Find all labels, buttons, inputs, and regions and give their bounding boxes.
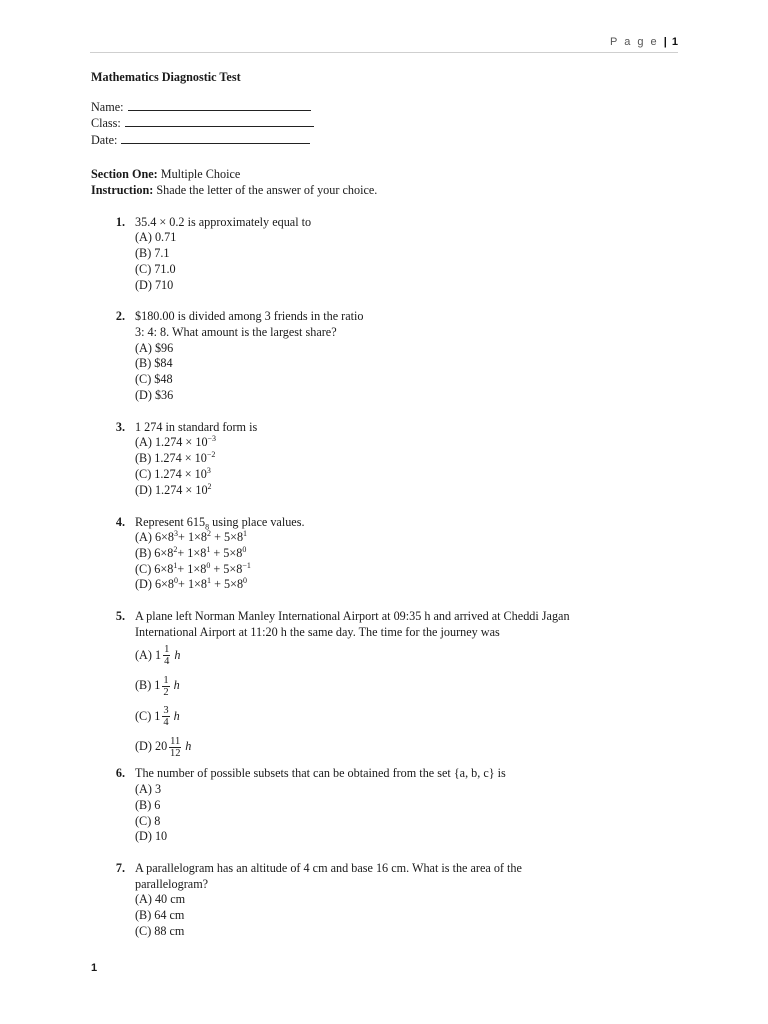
question-text-pre: Represent 615 [135, 514, 206, 529]
option-c[interactable]: (C) $48 [135, 372, 173, 387]
question-number: 7. [115, 861, 125, 876]
option-c[interactable] [135, 562, 691, 578]
question-6 [91, 766, 691, 845]
option-b[interactable]: (B) $84 [135, 356, 173, 371]
class-field[interactable] [91, 115, 691, 132]
option-label: (D) [135, 739, 152, 754]
denominator: 2 [163, 686, 169, 698]
option-b[interactable]: (B) 7.1 [135, 245, 170, 260]
option-b[interactable] [135, 451, 691, 467]
question-text-line2: 3: 4: 8. What amount is the largest share? [135, 324, 337, 339]
option-c[interactable]: (C) 8 [135, 813, 161, 828]
term: + 5×8 [210, 561, 243, 576]
whole-number: 1 [154, 678, 161, 693]
unit: h [185, 739, 192, 754]
exponent: −3 [207, 434, 217, 444]
exponent: 3 [206, 465, 211, 475]
fraction [162, 705, 169, 728]
document-body [91, 70, 691, 940]
option-c[interactable] [135, 467, 691, 483]
option-d[interactable] [135, 732, 691, 763]
base-subscript: 8 [205, 521, 210, 531]
fraction [169, 736, 181, 759]
option-d[interactable]: (D) 710 [135, 277, 174, 292]
unit: h [173, 708, 180, 723]
exponent: 1 [173, 560, 178, 570]
section-value: Multiple Choice [160, 167, 241, 182]
option-a[interactable]: (A) 40 cm [135, 892, 186, 907]
option-c[interactable]: (C) 71.0 [135, 261, 176, 276]
document-title: Mathematics Diagnostic Test [91, 70, 241, 84]
option-text: (B) 1.274 × 10 [135, 451, 207, 466]
numerator: 1 [164, 644, 170, 656]
exponent: 1 [206, 544, 211, 554]
question-text-line1: A plane left Norman Manley International Airport at 09:35 h and arrived at Cheddi Jagan [135, 609, 570, 624]
fraction [163, 644, 170, 667]
numerator: 11 [170, 735, 181, 747]
date-blank[interactable] [121, 132, 310, 144]
instruction [91, 183, 691, 199]
question-text-line2: parallelogram? [135, 876, 209, 891]
exponent: 2 [173, 544, 178, 554]
option-b[interactable]: (B) 6 [135, 797, 161, 812]
question-number: 3. [115, 419, 125, 434]
exponent: 1 [243, 529, 248, 539]
whole-number: 1 [154, 647, 162, 662]
denominator: 4 [164, 656, 170, 668]
option-label: (C) [135, 708, 152, 723]
page-number: 1 [671, 36, 678, 48]
question-number: 4. [115, 514, 125, 529]
option-d[interactable]: (D) 10 [135, 829, 168, 844]
footer-page-number: 1 [91, 962, 98, 974]
name-blank[interactable] [128, 99, 311, 111]
question-text: The number of possible subsets that can be obtained from the set {a, b, c} is [135, 766, 506, 781]
exponent: 0 [174, 576, 179, 586]
question-text [135, 515, 691, 531]
whole-number: 1 [154, 708, 161, 723]
term: (C) 6×8 [135, 561, 174, 576]
question-1 [91, 215, 691, 294]
exponent: 1 [207, 576, 212, 586]
fraction [162, 675, 169, 698]
exponent: 0 [242, 544, 247, 554]
term: (D) 6×8 [135, 577, 175, 592]
question-7 [91, 861, 691, 940]
term: + 5×8 [211, 577, 244, 592]
numerator: 1 [163, 674, 169, 686]
term: + 5×8 [210, 545, 243, 560]
question-5 [91, 609, 691, 762]
question-3 [91, 420, 691, 499]
option-a[interactable]: (A) 3 [135, 782, 162, 797]
term: + 1×8 [177, 545, 207, 560]
option-d[interactable]: (D) $36 [135, 387, 174, 402]
page-separator: | [663, 36, 667, 48]
page-header [610, 36, 678, 48]
term: + 5×8 [211, 530, 244, 545]
question-text: 1 274 in standard form is [135, 419, 258, 434]
exponent: −1 [242, 560, 251, 570]
option-a[interactable]: (A) $96 [135, 340, 174, 355]
question-text: 35.4 × 0.2 is approximately equal to [135, 214, 312, 229]
exponent: 2 [207, 481, 212, 491]
whole-number: 20 [154, 739, 168, 754]
numerator: 3 [163, 705, 169, 717]
question-number: 2. [115, 309, 125, 324]
option-text: (C) 1.274 × 10 [135, 466, 207, 481]
option-a[interactable]: (A) 0.71 [135, 230, 177, 245]
option-label: (A) [135, 647, 152, 662]
exponent: −2 [206, 450, 216, 460]
option-d[interactable] [135, 577, 691, 593]
option-a[interactable] [135, 640, 691, 671]
question-text-post: using place values. [209, 514, 305, 529]
unit: h [173, 678, 180, 693]
option-a[interactable] [135, 435, 691, 451]
page-word: P a g e [610, 36, 659, 48]
exponent: 3 [174, 529, 179, 539]
class-label: Class: [91, 116, 121, 131]
section-label: Section One: [91, 167, 158, 182]
term: + 1×8 [178, 530, 208, 545]
option-label: (B) [135, 678, 152, 693]
instruction-text: Shade the letter of the answer of your choice. [156, 182, 378, 197]
term: (A) 6×8 [135, 530, 175, 545]
unit: h [174, 647, 181, 662]
section-heading [91, 167, 691, 183]
term: (B) 6×8 [135, 545, 174, 560]
student-fields [91, 99, 691, 149]
question-number: 1. [115, 214, 125, 229]
option-text: (D) 1.274 × 10 [135, 482, 208, 497]
header-rule [90, 52, 678, 53]
date-field[interactable] [91, 132, 691, 149]
term: + 1×8 [178, 577, 208, 592]
term: + 1×8 [177, 561, 207, 576]
option-text: (A) 1.274 × 10 [135, 435, 208, 450]
question-text-line1: $180.00 is divided among 3 friends in the ratio [135, 309, 364, 324]
question-4 [91, 515, 691, 594]
exponent: 0 [243, 576, 248, 586]
denominator: 4 [163, 717, 169, 729]
question-text-line1: A parallelogram has an altitude of 4 cm and base 16 cm. What is the area of the [135, 861, 522, 876]
question-text-line2: International Airport at 11:20 h the same day. The time for the journey was [135, 624, 500, 639]
option-c[interactable]: (C) 88 cm [135, 924, 185, 939]
exponent: 2 [207, 529, 212, 539]
option-c[interactable] [135, 701, 691, 732]
option-a[interactable] [135, 530, 691, 546]
question-number: 6. [115, 766, 125, 781]
question-2 [91, 309, 691, 403]
question-number: 5. [115, 609, 125, 624]
instruction-label: Instruction: [91, 182, 154, 197]
exponent: 0 [206, 560, 211, 570]
class-blank[interactable] [125, 115, 314, 127]
option-b[interactable] [135, 546, 691, 562]
option-b[interactable]: (B) 64 cm [135, 908, 185, 923]
option-b[interactable] [135, 671, 691, 702]
date-label: Date: [91, 132, 118, 147]
name-label: Name: [91, 99, 124, 114]
name-field[interactable] [91, 99, 691, 116]
option-d[interactable] [135, 483, 691, 499]
denominator: 12 [169, 747, 181, 759]
